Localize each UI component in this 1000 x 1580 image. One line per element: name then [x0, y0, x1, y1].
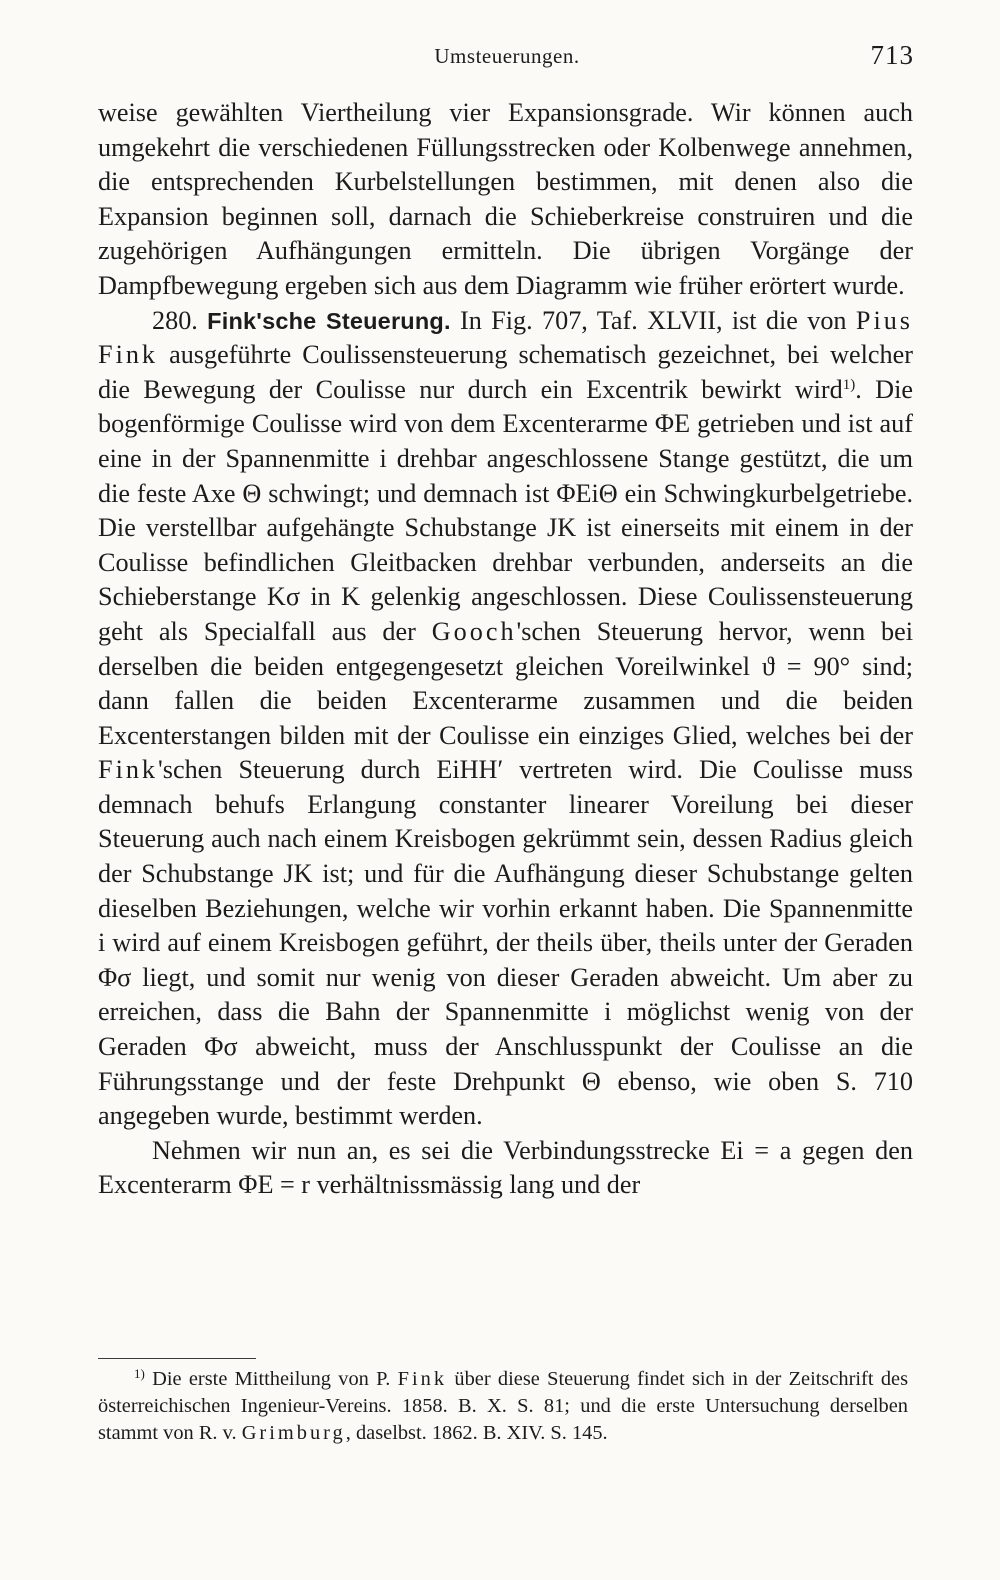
section-number: 280.: [152, 305, 198, 335]
paragraph-text: 'schen Steuerung hervor, wenn bei derselben die beiden entgegengesetzt gleichen Voreilwinkel ϑ = 90° sind; dann fallen die beiden Excenterarme zusammen und die beiden Excenterstangen bilden mit der Coulisse ein einziges Glied, welches bei der: [98, 616, 913, 750]
main-text: [98, 96, 913, 1203]
footnote-marker: 1): [134, 1366, 145, 1381]
person-name: Fink: [397, 1368, 448, 1390]
running-header: [100, 40, 914, 80]
footnote-divider: [98, 1358, 256, 1359]
person-name: Grimburg: [241, 1422, 346, 1444]
person-name: Gooch: [431, 616, 517, 646]
footnote-text: Die erste Mittheilung von P.: [144, 1368, 391, 1390]
footnote-text: , daselbst. 1862. B. XIV. S. 145.: [345, 1422, 608, 1444]
section-heading: Fink'sche Steuerung.: [207, 307, 451, 334]
paragraph-text: 'schen Steuerung durch EiHH′ vertreten wird. Die Coulisse muss demnach behufs Erlangung constanter linearer Voreilung bei dieser Steuerung auch nach einem Kreisbogen gekrümmt sein, dessen Radius gleich der Schubstange JK ist; und für die Aufhängung dieser Schubstange gelten dieselben Beziehungen, welche wir vorhin erkannt haben. Die Spannenmitte i wird auf einem Kreisbogen geführt, der theils über, theils unter der Geraden Φσ liegt, und somit nur wenig von dieser Geraden abweicht. Um aber zu erreichen, dass die Bahn der Spannenmitte i möglichst wenig von der Geraden Φσ abweicht, muss der Anschlusspunkt der Coulisse an die Führungsstange und der feste Drehpunkt Θ ebenso, wie oben S. 710 angegeben wurde, bestimmt werden.: [98, 755, 913, 1131]
page-number: 713: [870, 40, 914, 70]
paragraph-text: ausgeführte Coulissensteuerung schematisch gezeichnet, bei welcher die Bewegung der Coulisse nur durch ein Excentrik bewirkt wird: [98, 340, 913, 404]
person-name: Fink: [98, 755, 159, 785]
footnotes: [98, 1366, 908, 1447]
paragraph-text: . Die bogenförmige Coulisse wird von dem Excenterarme ΦE getrieben und ist auf eine in der Spannenmitte i drehbar angeschlossene Stange gestützt, die um die feste Axe Θ schwingt; und demnach ist ΦEiΘ ein Schwingkurbelgetriebe. Die verstellbar aufgehängte Schubstange JK ist einerseits mit einem in der Coulisse befindlichen Gleitbacken drehbar verbunden, anderseits an die Schieberstange Kσ in K gelenkig angeschlossen. Diese Coulissensteuerung geht als Specialfall aus der: [98, 374, 913, 646]
footnote-1: [98, 1366, 908, 1447]
paragraph-continuation: weise gewählten Viertheilung vier Expansionsgrade. Wir können auch umgekehrt die verschiedenen Füllungsstrecken oder Kolbenwege annehmen, die entsprechenden Kurbelstellungen bestimmen, mit denen also die Expansion beginnen soll, darnach die Schieberkreise construiren und die zugehörigen Aufhängungen ermitteln. Die übrigen Vorgänge der Dampfbewegung ergeben sich aus dem Diagramm wie früher erörtert wurde.: [98, 98, 913, 300]
footnote-reference: 1): [842, 376, 856, 393]
running-title: Umsteuerungen.: [434, 44, 580, 68]
paragraph-final: Nehmen wir nun an, es sei die Verbindungsstrecke Ei = a gegen den Excenterarm ΦE = r verhältnissmässig lang und der: [98, 1135, 913, 1200]
person-name: Pius Fink: [98, 305, 913, 370]
footnote-text: über diese Steuerung findet sich in der Zeitschrift des österreichischen Ingenieur-Vereins. 1858. B. X. S. 81; und die erste Untersuchung derselben stammt von R. v.: [98, 1368, 908, 1444]
paragraph-text: In Fig. 707, Taf. XLVII, ist die von: [460, 305, 847, 335]
paragraph-section-280: [98, 304, 913, 1134]
